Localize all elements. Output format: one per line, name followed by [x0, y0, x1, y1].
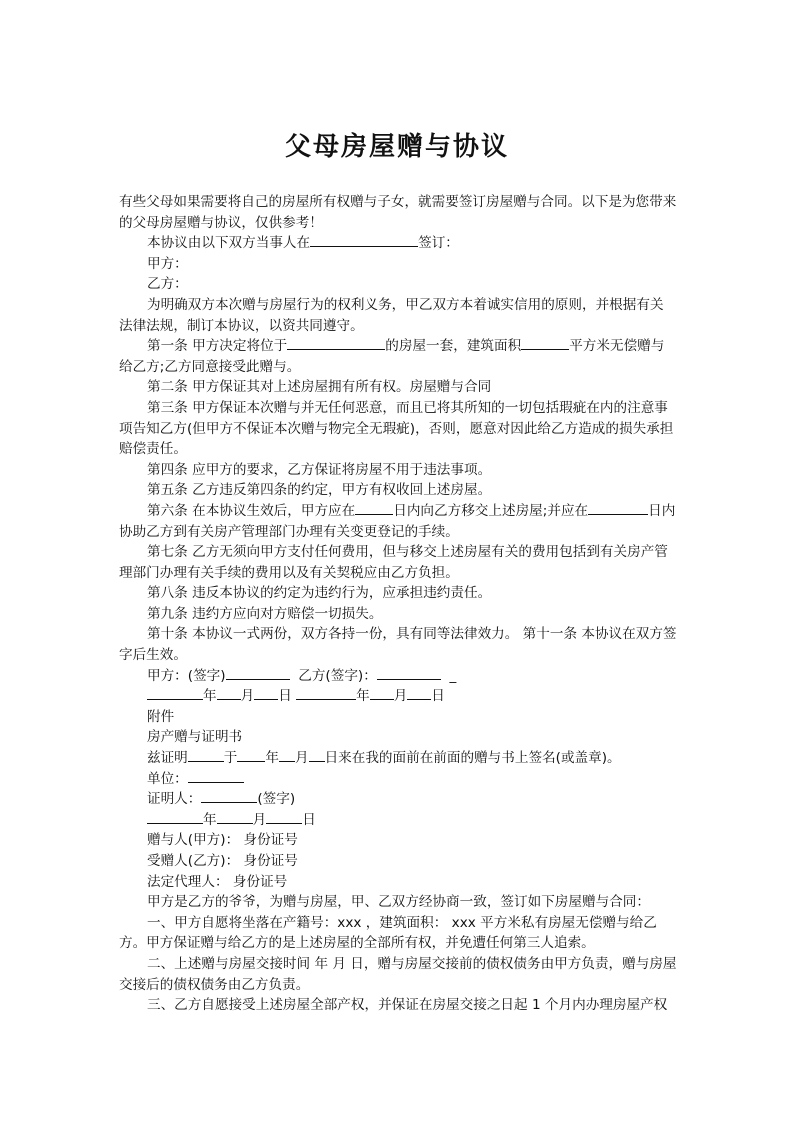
party-a-line: 甲方：	[147, 255, 188, 272]
contract2-item-1: 一、甲方自愿将坐落在产籍号：xxx ，建筑面积： xxx 平方米私有房屋无偿赠与给乙方。甲方保证赠与给乙方的是上述房屋的全部所有权，并免遭任何第三人追索。	[119, 914, 657, 952]
article-3: 第三条 甲方保证本次赠与并无任何恶意，而且已将其所知的一切包括瑕疵在内的注意事项告知乙方(但甲方不保证本次赠与物完全无瑕疵)，否则，愿意对因此给乙方造成的损失承担赔偿责任。	[119, 399, 674, 458]
blank-line	[147, 810, 203, 824]
blank-line	[287, 336, 385, 350]
article-4: 第四条 应甲方的要求，乙方保证将房屋不用于违法事项。	[147, 461, 492, 478]
donor-line: 赠与人(甲方)： 身份证号	[147, 832, 298, 849]
article-1: 第一条 甲方决定将位于 的房屋一套，建筑面积 平方米无偿赠与给乙方;乙方同意接受此赠与。	[119, 338, 665, 375]
blank-line	[217, 686, 241, 700]
blank-line	[217, 810, 253, 824]
article-6: 第六条 在本协议生效后，甲方应在 日内向乙方移交上述房屋;并应在 日内协助乙方到有关房产管理部门办理有关变更登记的手续。	[119, 502, 676, 540]
article-8: 第八条 违反本协议的约定为违约行为，应承担违约责任。	[147, 585, 492, 602]
article-5: 第五条 乙方违反第四条的约定，甲方有权收回上述房屋。	[147, 482, 492, 499]
agent-line: 法定代理人： 身份证号	[147, 873, 288, 890]
blank-line	[226, 666, 290, 680]
blank-line	[310, 233, 418, 247]
blank-line	[377, 666, 441, 680]
witness-date-line: 年 月 日	[119, 810, 677, 831]
blank-line	[188, 769, 244, 783]
blank-line	[370, 686, 394, 700]
blank-line	[147, 686, 203, 700]
blank-line	[309, 748, 325, 762]
contract2-item-3: 三、乙方自愿接受上述房屋全部产权，并保证在房屋交接之日起 1 个月内办理房屋产权	[147, 997, 668, 1014]
party-b-line: 乙方：	[147, 276, 188, 293]
donee-line: 受赠人(乙方)： 身份证号	[147, 853, 298, 869]
witness-line: 证明人： (签字)	[147, 791, 296, 808]
article-7: 第七条 乙方无须向甲方支付任何费用，但与移交上述房屋有关的费用包括到有关房产管理部门办理有关手续的费用以及有关契税应由乙方负担。	[119, 544, 668, 581]
certificate-title: 房产赠与证明书	[147, 729, 243, 746]
contract2-item-2: 二、上述赠与房屋交接时间 年 月 日，赠与房屋交接前的债权债务由甲方负责，赠与房屋交接后的债权债务由乙方负责。	[119, 955, 677, 993]
certificate-statement: 兹证明 于 年 月 日来在我的面前在前面的赠与书上签名(或盖章)。	[147, 750, 621, 767]
blank-line	[588, 501, 648, 515]
blank-line	[521, 336, 569, 350]
blank-line	[355, 501, 393, 515]
document-body	[119, 192, 677, 1016]
article-10: 第十条 本协议一式两份，双方各持一份，具有同等法律效力。 第十一条 本协议在双方签字后生效。	[119, 626, 677, 664]
appendix-label: 附件	[147, 708, 175, 725]
purpose-paragraph: 为明确双方本次赠与房屋行为的权利义务，甲乙双方本着诚实信用的原则，并根据有关法律法规，制订本协议，以资共同遵守。	[119, 296, 664, 334]
document-title: 父母房屋赠与协议	[284, 132, 509, 162]
blank-line	[254, 686, 278, 700]
blank-line	[188, 748, 224, 762]
contract2-intro: 甲方是乙方的爷爷，为赠与房屋，甲、乙双方经协商一致，签订如下房屋赠与合同：	[147, 894, 650, 911]
blank-line	[407, 686, 431, 700]
intro-paragraph: 有些父母如果需要将自己的房屋所有权赠与子女，就需要签订房屋赠与合同。以下是为您带来的父母房屋赠与协议，仅供参考！	[119, 194, 677, 231]
blank-line	[266, 810, 302, 824]
blank-line	[279, 748, 295, 762]
unit-line: 单位：	[119, 769, 677, 790]
blank-line	[296, 686, 356, 700]
blank-line	[201, 789, 257, 803]
signature-date-line: 年 月 日 年 月 日	[119, 686, 677, 707]
party-line: 本协议由以下双方当事人在 签订：	[147, 235, 459, 252]
article-2: 第二条 甲方保证其对上述房屋拥有所有权。房屋赠与合同	[147, 379, 492, 396]
blank-line	[237, 748, 265, 762]
article-9: 第九条 违约方应向对方赔偿一切损失。	[147, 605, 383, 622]
signature-line: 甲方：(签字) 乙方(签字)： _	[147, 667, 457, 684]
